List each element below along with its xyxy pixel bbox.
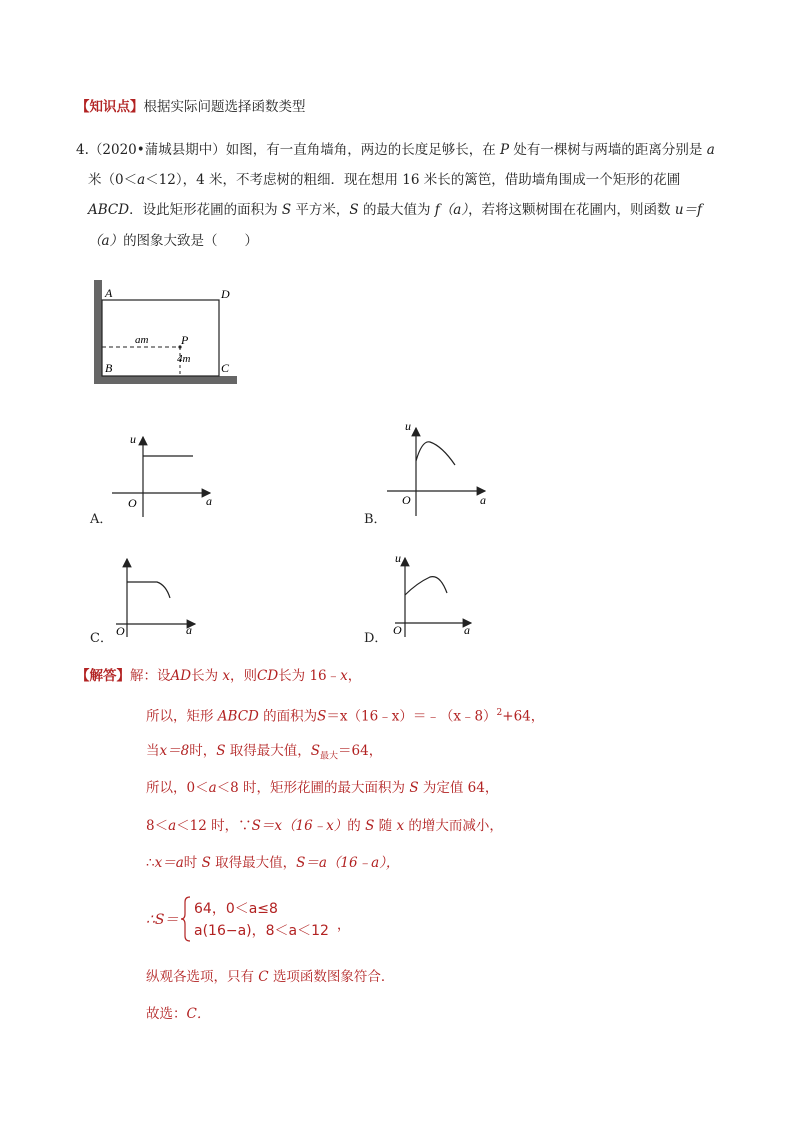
option-c-graph xyxy=(110,555,210,640)
origin-label: O xyxy=(116,624,125,638)
answer-line-2 xyxy=(146,704,544,726)
label-C: C xyxy=(221,361,230,375)
brace xyxy=(181,896,191,942)
f-arg: （a） xyxy=(88,233,124,249)
piece-case-1: 64，0＜a≤8 xyxy=(194,901,278,917)
option-b-graph xyxy=(385,418,500,518)
var-s: S xyxy=(365,818,375,834)
label-B: B xyxy=(105,361,113,375)
label-D: D xyxy=(221,287,230,301)
question-line-3 xyxy=(88,201,702,219)
curve xyxy=(405,577,447,595)
answer-line-8 xyxy=(146,968,394,986)
answer-text: 的增大而减小， xyxy=(408,818,503,834)
a-label: a xyxy=(186,623,192,637)
var-s: S xyxy=(409,780,419,796)
knowledge-tag: 知识点 xyxy=(89,99,130,115)
question-number: 4. xyxy=(76,142,89,158)
question-text: ，若将这颗树围在花圃内，则函数 xyxy=(468,202,671,218)
var-a: a xyxy=(168,818,177,834)
garden-figure xyxy=(90,280,240,388)
answer-text: 8＜ xyxy=(146,818,169,834)
var-x: x xyxy=(222,668,230,684)
answer-text: 当 xyxy=(146,743,160,759)
a-label: a xyxy=(480,493,486,507)
answer-text: 时 xyxy=(183,855,198,871)
question-text: 的图象大致是（ ） xyxy=(123,233,259,249)
question-text: 的最大值为 xyxy=(362,202,431,218)
answer-text: 的面积为 xyxy=(263,708,318,725)
question-text: ．设此矩形花圃的面积为 xyxy=(129,202,278,218)
knowledge-text: 根据实际问题选择函数类型 xyxy=(143,99,306,115)
var-a: a xyxy=(208,780,217,796)
f-of-a: f（a） xyxy=(434,202,469,218)
var-ad: AD xyxy=(170,668,192,684)
answer-text: 随 xyxy=(378,818,393,834)
answer-line-5 xyxy=(146,817,503,835)
var-s: S xyxy=(310,743,320,759)
superscript: 2 xyxy=(496,708,503,718)
u-label: u xyxy=(395,551,401,565)
answer-text: 为定值 64， xyxy=(422,780,499,796)
piecewise-function xyxy=(146,896,406,942)
garden-rectangle xyxy=(102,300,219,376)
label-4m: 4m xyxy=(177,353,191,365)
answer-text: 选项函数图象符合． xyxy=(272,969,395,985)
piece-case-2: a(16−a)，8＜a＜12 xyxy=(194,923,329,939)
var-p: P xyxy=(500,142,510,158)
option-a-label[interactable]: A． xyxy=(90,512,113,527)
answer-text: 的 xyxy=(347,818,361,834)
knowledge-bracket-open: 【 xyxy=(76,99,90,115)
math: S＝x（16﹣x） xyxy=(251,818,348,834)
answer-text: 所以，0＜ xyxy=(146,780,209,796)
a-label: a xyxy=(464,623,470,637)
piece-comma: ， xyxy=(337,918,351,933)
option-d-graph xyxy=(385,550,485,640)
question-line-2 xyxy=(88,171,680,189)
question-text: ＜12），4 米，不考虑树的粗细．现在想用 16 米长的篱笆，借助墙角围成一个矩形的花圃 xyxy=(145,172,681,188)
curve xyxy=(127,582,170,598)
a-label: a xyxy=(206,494,212,508)
var-cd: CD xyxy=(257,668,279,684)
option-c-label[interactable]: C． xyxy=(90,631,113,646)
question-text: 处有一棵树与两墙的距离分别是 xyxy=(513,142,703,158)
u-label: u xyxy=(130,432,136,446)
question-text: 米（0＜ xyxy=(88,172,138,188)
answer-text: 长为 xyxy=(191,668,219,684)
answer-text: 取得最大值， xyxy=(215,855,297,871)
label-P: P xyxy=(181,333,189,347)
var-x: x xyxy=(340,668,348,684)
question-source: （2020•蒲城县期中） xyxy=(88,142,226,158)
answer-line-1: 【解答】解：设AD长为 x，则CD长为 16﹣x， xyxy=(76,668,362,684)
curve xyxy=(416,442,455,465)
question-line-1 xyxy=(76,141,715,159)
var-c: C xyxy=(258,969,269,985)
answer-text: ＜8 时，矩形花圃的最大面积为 xyxy=(216,780,406,796)
question-text: 如图，有一直角墙角，两边的长度足够长，在 xyxy=(225,142,496,158)
answer-text: 解：设 xyxy=(130,668,171,684)
var-s: S xyxy=(201,855,211,871)
math: x＝8 xyxy=(159,743,190,759)
final-choice: C． xyxy=(186,1006,211,1022)
answer-text: 故选： xyxy=(146,1006,187,1022)
option-a-graph xyxy=(110,425,225,520)
var-abcd: ABCD xyxy=(217,708,259,725)
answer-text: 时， xyxy=(189,743,217,759)
answer-text: +64， xyxy=(502,708,545,725)
var-s: S xyxy=(349,202,359,218)
origin-label: O xyxy=(393,623,402,637)
answer-text: ＝x（16﹣x）＝﹣（x﹣8） xyxy=(326,708,497,725)
var-abcd: ABCD xyxy=(88,202,130,218)
answer-text: 取得最大值， xyxy=(229,743,311,759)
option-b-label[interactable]: B． xyxy=(364,512,387,527)
question-text: 平方米， xyxy=(295,202,350,218)
answer-line-3 xyxy=(146,742,382,766)
question-line-4 xyxy=(88,232,258,250)
answer-line-9 xyxy=(146,1005,210,1023)
origin-label: O xyxy=(402,493,411,507)
answer-text: 所以，矩形 xyxy=(146,708,214,725)
var-a: a xyxy=(706,142,715,158)
var-a: a xyxy=(137,172,146,188)
answer-tag: 解答 xyxy=(89,668,117,684)
wall-vertical xyxy=(94,280,102,384)
piece-lhs: ∴S＝ xyxy=(146,912,179,928)
answer-bracket-close: 】 xyxy=(116,668,130,684)
knowledge-point xyxy=(76,98,306,116)
answer-text: 纵观各选项，只有 xyxy=(146,969,254,985)
answer-line-6 xyxy=(146,854,399,872)
answer-text: ＝64， xyxy=(338,743,383,759)
u-eq-f: u＝f xyxy=(674,202,703,218)
subscript: 最大 xyxy=(320,751,339,762)
answer-text: 长为 16﹣ xyxy=(278,668,341,684)
option-d-label[interactable]: D． xyxy=(364,631,388,646)
u-label: u xyxy=(405,419,411,433)
knowledge-bracket-close: 】 xyxy=(130,99,144,115)
math: x＝a xyxy=(154,855,184,871)
answer-text: ，则 xyxy=(230,668,257,684)
answer-text: ＜12 时，∵ xyxy=(176,818,252,834)
answer-bracket-open: 【 xyxy=(76,668,90,684)
answer-text: ∴ xyxy=(146,855,155,871)
origin-label: O xyxy=(128,496,137,510)
var-s: S xyxy=(216,743,226,759)
answer-line-4 xyxy=(146,779,498,797)
var-s: S xyxy=(317,708,327,725)
var-s: S xyxy=(281,202,292,218)
math: S＝a（16﹣a）， xyxy=(296,855,400,871)
var-x: x xyxy=(396,818,405,834)
wall-horizontal xyxy=(94,376,237,384)
label-A: A xyxy=(105,286,113,300)
label-am: am xyxy=(135,334,149,346)
